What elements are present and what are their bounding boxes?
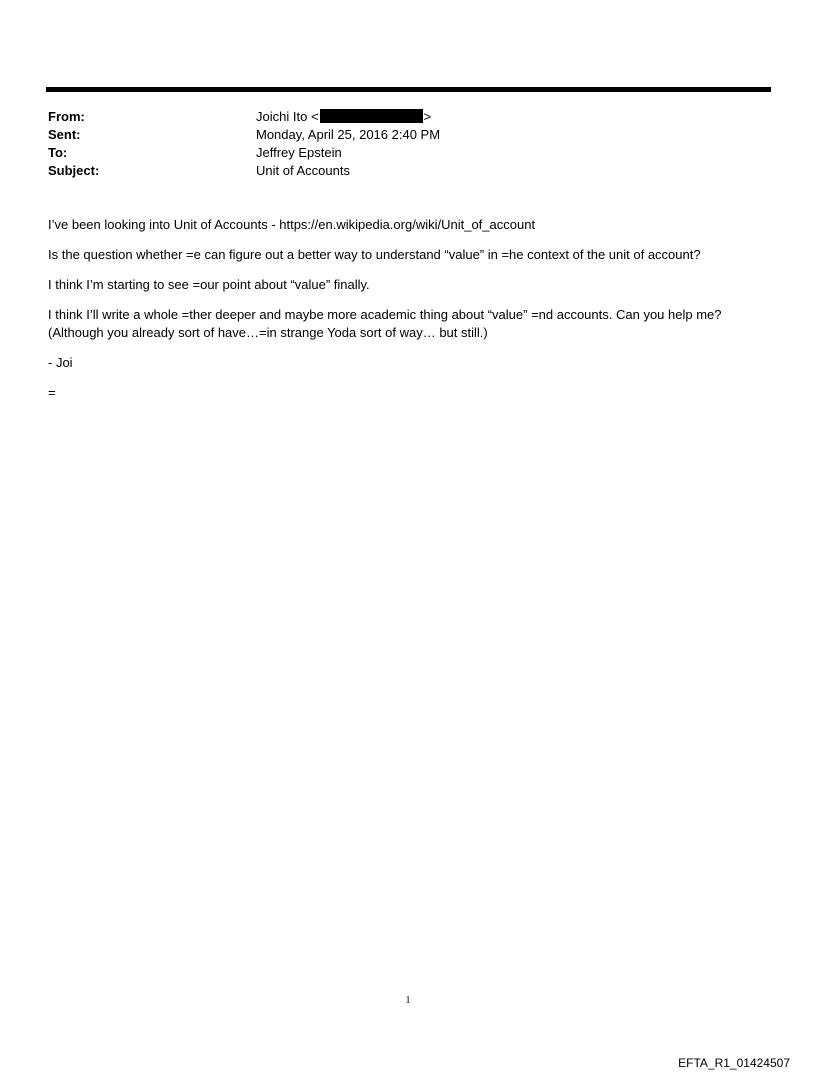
- to-value: Jeffrey Epstein: [256, 145, 342, 160]
- trailing-equals: =: [48, 385, 56, 400]
- document-id: EFTA_R1_01424507: [678, 1056, 790, 1070]
- body-paragraph-3: I think I’m starting to see =our point about “value” finally.: [48, 277, 370, 292]
- body-paragraph-4: [48, 306, 778, 342]
- from-row: [48, 108, 768, 126]
- sent-label: Sent:: [48, 127, 81, 142]
- email-header: [48, 108, 768, 180]
- page-number: 1: [405, 995, 411, 1006]
- header-divider: [46, 87, 771, 92]
- subject-label: Subject:: [48, 163, 100, 178]
- from-label: From:: [48, 109, 85, 124]
- body-paragraph-2: Is the question whether =e can figure out a better way to understand “value” in =he context of the unit of account?: [48, 247, 701, 262]
- to-label: To:: [48, 145, 68, 160]
- redacted-email-block: [320, 109, 423, 123]
- body-paragraph-1: I’ve been looking into Unit of Accounts - https://en.wikipedia.org/wiki/Unit_of_account: [48, 217, 536, 232]
- to-row: [48, 144, 768, 162]
- subject-value: Unit of Accounts: [256, 163, 350, 178]
- sent-value: Monday, April 25, 2016 2:40 PM: [256, 127, 441, 142]
- email-body: [48, 216, 778, 414]
- sent-row: [48, 126, 768, 144]
- signature: - Joi: [48, 355, 73, 370]
- email-close-bracket: >: [423, 109, 432, 124]
- from-value: [256, 108, 768, 126]
- sender-name: Joichi Ito: [256, 109, 308, 124]
- email-open-bracket: <: [310, 109, 319, 124]
- body-paragraph-4-line-2: (Although you already sort of have…=in strange Yoda sort of way… but still.): [48, 325, 488, 340]
- body-paragraph-4-line-1: I think I’ll write a whole =ther deeper and maybe more academic thing about “value” =nd accounts. Can you help me?: [48, 307, 722, 322]
- subject-row: [48, 162, 768, 180]
